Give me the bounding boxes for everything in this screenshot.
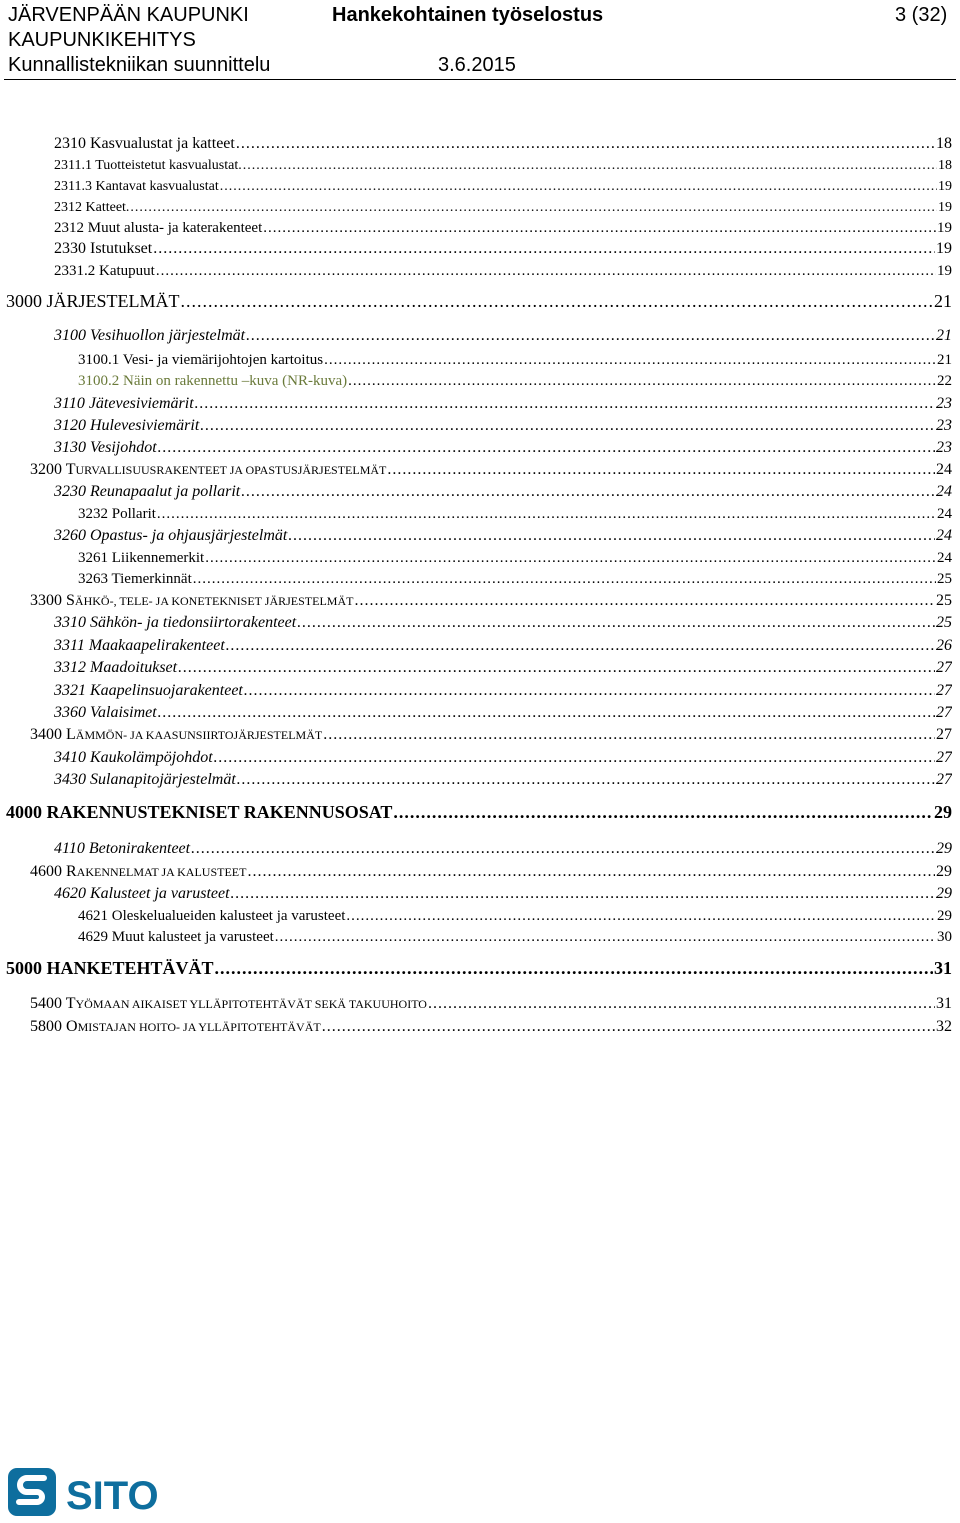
toc-entry[interactable]: 4000 RAKENNUSTEKNISET RAKENNUSOSAT ..... 29 [6,799,952,823]
toc-entry[interactable]: 3360 Valaisimet ..... 27 [54,698,952,722]
toc-entry[interactable]: 2330 Istutukset ..... 19 [54,234,952,258]
toc-entry[interactable]: 5000 HANKETEHTÄVÄT ..... 31 [6,955,952,979]
logo-wordmark: SITO [66,1474,159,1518]
toc-entry[interactable]: 3321 Kaapelinsuojarakenteet ..... 27 [54,676,952,700]
toc-entry[interactable]: 5800 OMISTAJAN HOITO- JA YLLÄPITOTEHTÄVÄT ..... 32 [30,1012,952,1036]
toc-entry[interactable]: 4621 Oleskelualueiden kalusteet ja varusteet ..... 29 [78,901,952,925]
toc-entry[interactable]: 2311.3 Kantavat kasvualustat ..... 19 [54,171,952,195]
toc-entry[interactable]: 4600 RAKENNELMAT JA KALUSTEET ..... 29 [30,857,952,881]
toc-entry[interactable]: 3430 Sulanapitojärjestelmät ..... 27 [54,765,952,789]
toc-entry[interactable]: 3100 Vesihuollon järjestelmät ..... 21 [54,321,952,345]
toc-entry[interactable]: 3260 Opastus- ja ohjausjärjestelmät ..... 24 [54,521,952,545]
page-header [0,0,960,80]
toc-entry[interactable]: 3100.1 Vesi- ja viemärijohtojen kartoitus ..... 21 [78,345,952,369]
toc-entry[interactable]: 5400 TYÖMAAN AIKAISET YLLÄPITOTEHTÄVÄT SEKÄ TAKUUHOITO ..... 31 [30,989,952,1013]
document-title: Hankekohtainen työselostus [332,4,604,26]
org-name: JÄRVENPÄÄN KAUPUNKI [8,4,249,26]
toc-entry[interactable]: 3312 Maadoitukset ..... 27 [54,653,952,677]
toc-entry[interactable]: 3000 JÄRJESTELMÄT ..... 21 [6,288,952,312]
company-logo [8,1466,178,1518]
toc-entry[interactable]: 2311.1 Tuotteistetut kasvualustat. ..... 18 [54,150,952,174]
toc-entry[interactable]: 3310 Sähkön- ja tiedonsiirtorakenteet ..... 25 [54,608,952,632]
toc-entry[interactable]: 2310 Kasvualustat ja katteet ..... 18 [54,129,952,153]
toc-entry[interactable]: 4629 Muut kalusteet ja varusteet ..... 30 [78,922,952,946]
toc-entry[interactable]: 3300 SÄHKÖ-, TELE- JA KONETEKNISET JÄRJESTELMÄT ..... 25 [30,586,952,610]
toc-entry[interactable]: 2312 Katteet. ..... 19 [54,192,952,216]
toc-entry[interactable]: 3311 Maakaapelirakenteet ..... 26 [54,631,952,655]
toc-entry[interactable]: 3120 Hulevesiviemärit ..... 23 [54,411,952,435]
toc-entry[interactable]: 3200 TURVALLISUUSRAKENTEET JA OPASTUSJÄRJESTELMÄT ..... 24 [30,455,952,479]
toc-entry[interactable]: 4110 Betonirakenteet ..... 29 [54,834,952,858]
toc-entry[interactable]: 3410 Kaukolämpöjohdot ..... 27 [54,743,952,767]
document-date: 3.6.2015 [438,54,516,76]
header-divider [4,79,956,80]
sito-logo-icon [8,1466,178,1518]
toc-entry[interactable]: 2331.2 Katupuut ..... 19 [54,256,952,280]
toc-entry[interactable]: 3130 Vesijohdot ..... 23 [54,433,952,457]
toc-entry[interactable]: 3110 Jätevesiviemärit ..... 23 [54,389,952,413]
toc-entry[interactable]: 3261 Liikennemerkit ..... 24 [78,543,952,567]
toc-entry[interactable]: 4620 Kalusteet ja varusteet ..... 29 [54,879,952,903]
page-number: 3 (32) [895,4,948,26]
toc-entry[interactable]: 2312 Muut alusta- ja katerakenteet ..... 19 [54,213,952,237]
toc-entry[interactable]: 3100.2 Näin on rakennettu –kuva (NR-kuva) ..... 22 [78,366,952,390]
toc-entry[interactable]: 3400 LÄMMÖN- JA KAASUNSIIRTOJÄRJESTELMÄT ..... 27 [30,720,952,744]
toc-entry[interactable]: 3230 Reunapaalut ja pollarit ..... 24 [54,477,952,501]
org-department: KAUPUNKIKEHITYS [8,29,196,51]
toc-entry[interactable]: 3263 Tiemerkinnät ..... 25 [78,564,952,588]
toc-entry[interactable]: 3232 Pollarit ..... 24 [78,499,952,523]
org-unit: Kunnallistekniikan suunnittelu [8,54,271,76]
